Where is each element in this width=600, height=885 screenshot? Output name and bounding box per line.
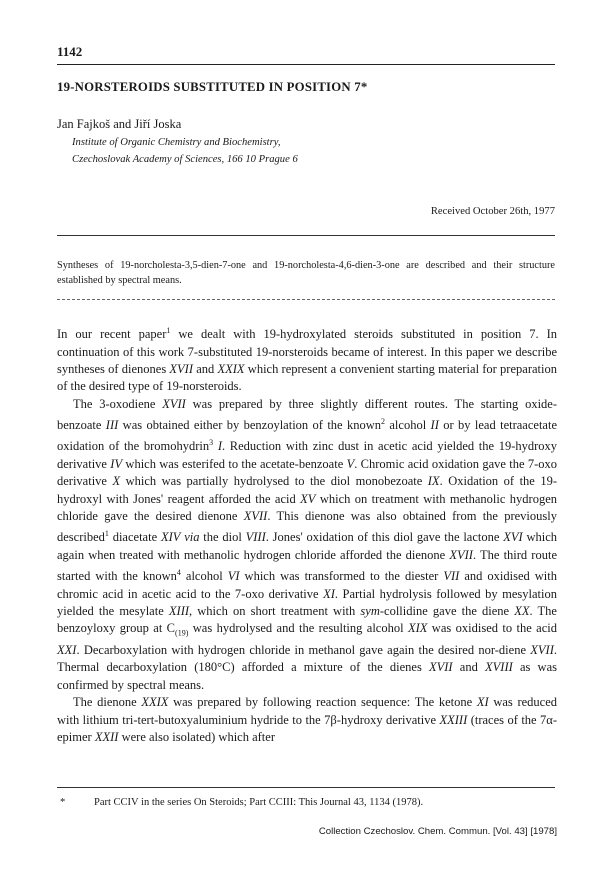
compound-label: V xyxy=(346,456,355,471)
compound-label: VIII xyxy=(245,530,266,545)
footnote-marker: * xyxy=(60,797,66,808)
text-run: alcohol xyxy=(385,418,431,433)
reference-mark: 1 xyxy=(104,529,109,539)
header-rule xyxy=(57,64,555,65)
text-run: which was transformed to the diester xyxy=(239,569,444,584)
authors: Jan Fajkoš and Jiří Joska xyxy=(57,117,182,131)
compound-label: XI xyxy=(476,695,489,710)
compound-label: IV xyxy=(110,456,123,471)
text-run: . Decarboxylation with hydrogen chloride in methanol gave again the desired nor-diene xyxy=(76,643,531,658)
compound-label: XI xyxy=(323,586,335,601)
text-run: diacetate xyxy=(108,530,161,545)
compound-label: III xyxy=(105,418,119,433)
paragraph-2 xyxy=(57,396,557,695)
received-date: Received October 26th, 1977 xyxy=(430,206,555,217)
compound-label: II xyxy=(430,418,439,433)
compound-label: sym xyxy=(360,603,380,618)
text-run: (traces of the 7α-epimer xyxy=(57,712,557,744)
compound-label: XIV xyxy=(160,530,181,545)
text-run: or by lead tetraacetate oxidation of the bromohydrin xyxy=(57,418,557,454)
text-run: as was confirmed by spectral means. xyxy=(57,660,557,692)
compound-label: XVIII xyxy=(485,660,513,675)
text-run: was oxidised to the acid xyxy=(427,621,557,636)
article-title: 19-NORSTEROIDS SUBSTITUTED IN POSITION 7* xyxy=(57,80,368,94)
text-run: . This dienone was also obtained from the previously described xyxy=(57,508,557,545)
compound-label: via xyxy=(184,530,200,545)
compound-label: XVII xyxy=(530,643,554,658)
article-body xyxy=(57,322,557,746)
compound-label: XX xyxy=(514,603,530,618)
abstract-top-rule xyxy=(57,235,555,236)
text-run: was reduced with lithium tri-tert-butoxyaluminium hydride to the 7β-hydroxy derivative xyxy=(57,695,558,727)
text-run: In our recent paper xyxy=(57,327,167,342)
text-run: . Chromic acid oxidation gave the 7-oxo derivative xyxy=(57,456,557,489)
text-run: we dealt with 19-hydroxylated steroids substituted in position 7. In continuation of this work 7-substituted 19-norsteroids became of interest. In this paper we describe syntheses of dienones xyxy=(57,327,557,376)
compound-label: XIX xyxy=(407,621,428,636)
paragraph-1 xyxy=(57,322,557,396)
text-run: the diol xyxy=(199,530,246,545)
text-run: The dienone xyxy=(73,695,142,710)
compound-label: XVII xyxy=(429,660,453,675)
compound-label: XXIX xyxy=(141,695,169,710)
text-run: . Oxidation of the 19-hydroxyl with Jones' reagent afforded the acid xyxy=(57,474,557,506)
compound-label: XXI xyxy=(57,643,77,658)
text-run: which was partially hydrolysed to the diol monobezoate xyxy=(120,474,428,489)
text-run: -collidine gave the diene xyxy=(379,603,515,618)
reference-mark: 4 xyxy=(176,568,181,578)
footnote xyxy=(60,797,423,808)
text-run: and oxidised with chromic acid in acetic acid to the 7-oxo derivative xyxy=(57,569,557,601)
text-run: alcohol xyxy=(180,569,228,584)
compound-label: XVII xyxy=(243,508,268,523)
text-run: . Reduction with zinc dust in acetic acid yielded the 19-hydroxy derivative xyxy=(57,439,558,471)
subscript: (19) xyxy=(175,628,189,638)
reference-mark: 2 xyxy=(381,416,385,426)
text-run: was prepared by following reaction sequence: The ketone xyxy=(168,695,477,710)
footnote-rule xyxy=(57,787,555,788)
compound-label: XV xyxy=(300,491,316,506)
compound-label: XVII xyxy=(449,547,473,562)
text-run: was prepared by three slightly different routes. The starting oxide-benzoate xyxy=(57,396,557,433)
compound-label: XVII xyxy=(169,361,194,376)
text-run: which represent a convenient starting material for preparation of the desired type of 19-norsteroids. xyxy=(57,361,557,394)
compound-label: XIII xyxy=(168,603,190,618)
text-run: , which on short treatment with xyxy=(189,603,361,618)
text-run: were also isolated) which after xyxy=(118,729,275,744)
compound-label: XVII xyxy=(162,396,186,411)
compound-label: VII xyxy=(443,569,460,584)
footnote-text: Part CCIV in the series On Steroids; Part CCIII: This Journal 43, 1134 (1978). xyxy=(94,797,424,808)
journal-citation: Collection Czechoslov. Chem. Commun. [Vol. 43] [1978] xyxy=(318,826,557,837)
affiliation-line-1: Institute of Organic Chemistry and Biochemistry, xyxy=(72,137,281,148)
reference-mark: 3 xyxy=(209,438,214,448)
compound-label: VI xyxy=(227,569,240,584)
compound-label: X xyxy=(112,474,121,489)
compound-label: XXII xyxy=(94,729,119,744)
text-run: . The benzoyloxy group at C xyxy=(57,603,557,636)
compound-label: I xyxy=(217,439,222,454)
text-run: was hydrolysed and the resulting alcohol xyxy=(188,621,408,636)
compound-label: XVI xyxy=(503,530,523,545)
affiliation-line-2: Czechoslovak Academy of Sciences, 166 10 Prague 6 xyxy=(72,154,298,165)
text-run: which was esterifed to the acetate-benzoate xyxy=(122,456,347,471)
text-run: . The third route started with the known xyxy=(57,547,557,584)
text-run: . Jones' oxidation of this diol gave the lactone xyxy=(265,530,504,545)
text-run: and xyxy=(452,660,486,675)
text-run: which again when treated with methanolic hydrogen chloride afforded the dienone xyxy=(57,530,558,562)
text-run: which on treatment with methanolic hydrogen chloride gave the desired dienone xyxy=(57,491,558,523)
page-number: 1142 xyxy=(57,44,83,59)
abstract-bottom-rule xyxy=(57,299,555,300)
paragraph-3 xyxy=(57,694,557,746)
text-run: was obtained either by benzoylation of the known xyxy=(118,418,381,433)
compound-label: IX xyxy=(427,474,440,489)
text-run: . Thermal decarboxylation (180°C) afforded a mixture of the dienes xyxy=(57,643,557,675)
text-run: . Partial hydrolysis followed by mesylation yielded the mesylate xyxy=(57,586,557,618)
reference-mark: 1 xyxy=(166,326,171,335)
text-run: The 3-oxodiene xyxy=(73,396,163,411)
compound-label: XXIII xyxy=(439,712,468,727)
abstract: Syntheses of 19-norcholesta-3,5-dien-7-one and 19-norcholesta-4,6-dien-3-one are described and their structure established by spectral means. xyxy=(57,260,555,286)
text-run: and xyxy=(193,361,218,376)
compound-label: XXIX xyxy=(217,361,245,376)
